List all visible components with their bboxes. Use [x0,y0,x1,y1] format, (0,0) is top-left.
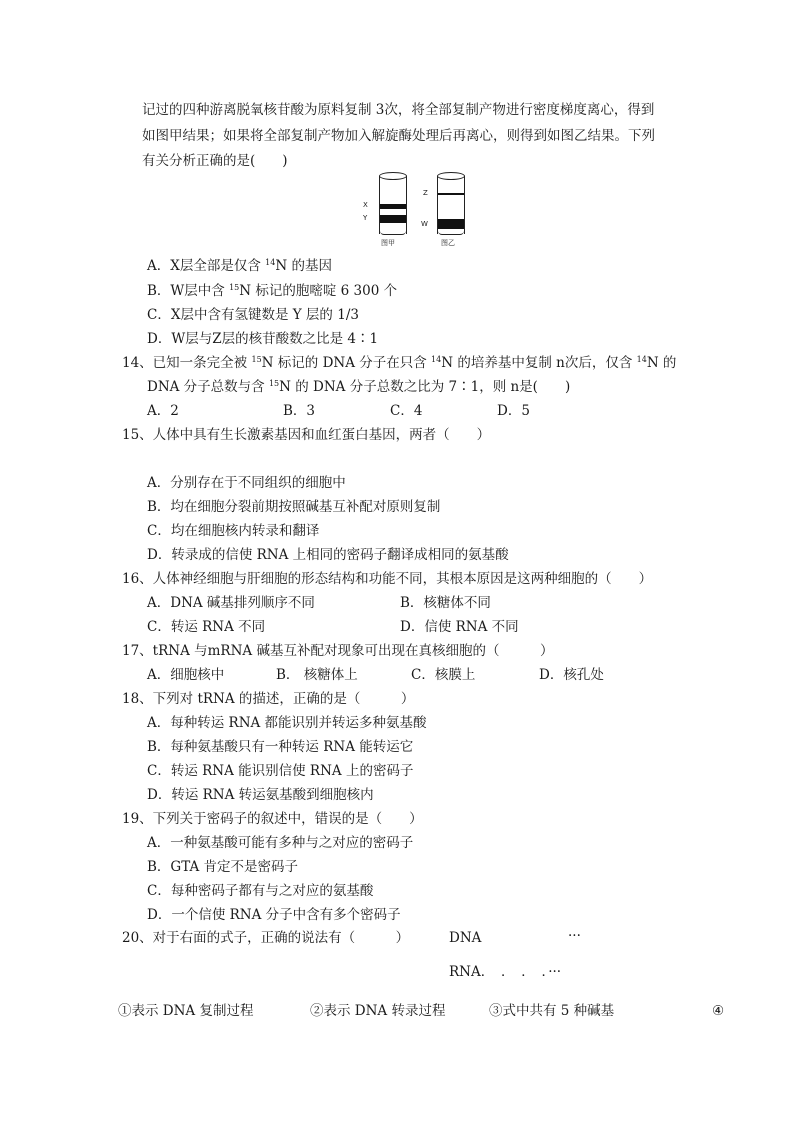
q15-option-a: A．分别存在于不同组织的细胞中 [147,475,346,491]
q13-option-b: B．W层中含 $^{15}$N 标记的胞嘧啶 6 300 个 [147,283,398,299]
q18-option-b: B．每种氨基酸只有一种转运 RNA 能转运它 [147,739,414,755]
q14-option-d: D．5 [497,403,530,419]
q18-option-a: A．每种转运 RNA 都能识别并转运多种氨基酸 [147,715,427,731]
q13-option-a: A．X层全部是仅含 $^{14}$N 的基因 [147,258,332,274]
q20-rna-label: RNA． ． ． ．··· [449,964,562,980]
q13-option-d: D．W层与Z层的核苷酸数之比是 4∶1 [147,331,379,347]
q16-stem: 16、人体神经细胞与肝细胞的形态结构和功能不同，其根本原因是这两种细胞的（ ） [122,571,653,587]
label-y: Y [363,214,368,222]
label-z: Z [423,189,428,197]
caption-jia: 图甲 [381,239,395,247]
q13-stem-line-2: 如图甲结果；如果将全部复制产物加入解旋酶处理后再离心，则得到如图乙结果。下列 [142,128,655,144]
q13-option-c: C．X层中含有氢键数是 Y 层的 1/3 [147,307,359,323]
q16-option-b: B．核糖体不同 [400,595,491,611]
tube-yi-body [437,176,465,234]
q20-stem: 20、对于右面的式子，正确的说法有（ ） [122,930,410,946]
q16-option-d: D．信使 RNA 不同 [400,619,519,635]
q18-option-d: D．转运 RNA 转运氨基酸到细胞核内 [147,787,374,803]
q18-option-c: C．转运 RNA 能识别信使 RNA 上的密码子 [147,763,414,779]
q14-option-c: C．4 [390,403,423,419]
q20-statement-1: ①表示 DNA 复制过程 [118,1003,254,1019]
band-z [438,193,464,195]
q17-option-a: A．细胞核中 [147,667,225,683]
q19-option-c: C．每种密码子都有与之对应的氨基酸 [147,883,374,899]
band-y [380,215,406,223]
tube-yi [437,170,465,240]
q19-option-a: A．一种氨基酸可能有多种与之对应的密码子 [147,835,414,851]
q20-statement-4: ④ [712,1003,725,1019]
q13-stem-line-1: 记过的四种游离脱氧核苷酸为原料复制 3次，将全部复制产物进行密度梯度离心，得到 [142,102,655,118]
q15-option-d: D．转录成的信使 RNA 上相同的密码子翻译成相同的氨基酸 [147,547,509,563]
band-x [380,204,406,209]
q15-option-c: C．均在细胞核内转录和翻译 [147,523,320,539]
q15-option-b: B．均在细胞分裂前期按照碱基互补配对原则复制 [147,499,441,515]
q20-statement-2: ②表示 DNA 转录过程 [310,1003,446,1019]
q20-statement-3: ③式中共有 5 种碱基 [489,1003,615,1019]
q13-stem-line-3: 有关分析正确的是( ) [142,153,288,169]
centrifuge-figure [355,170,465,252]
q14-option-a: A．2 [147,403,179,419]
q14-stem-line-2: DNA 分子总数与含 $^{15}$N 的 DNA 分子总数之比为 7∶1，则 n是( ) [147,379,571,395]
q19-option-d: D．一个信使 RNA 分子中含有多个密码子 [147,907,401,923]
tube-jia [379,170,407,240]
q17-option-d: D．核孔处 [539,667,604,683]
q17-option-b: B． 核糖体上 [276,667,358,683]
q16-option-c: C．转运 RNA 不同 [147,619,266,635]
label-w: W [421,220,428,228]
q19-stem: 19、下列关于密码子的叙述中，错误的是（ ） [122,811,423,827]
tube-jia-body [379,176,407,234]
q16-option-a: A．DNA 碱基排列顺序不同 [147,595,315,611]
q17-option-c: C．核膜上 [411,667,476,683]
q20-dna-dots: ··· [568,928,581,944]
q20-dna-label: DNA [449,930,482,946]
q14-stem-line-1: 14、已知一条完全被 $^{15}$N 标记的 DNA 分子在只含 $^{14}$N 的培养基中复制 n次后，仅含 $^{14}$N 的 [122,355,677,371]
q14-option-b: B．3 [283,403,316,419]
q18-stem: 18、下列对 tRNA 的描述，正确的是（ ） [122,691,415,707]
q15-stem: 15、人体中具有生长激素基因和血红蛋白基因，两者（ ） [122,427,491,443]
label-x: X [363,201,368,209]
q19-option-b: B．GTA 肯定不是密码子 [147,859,299,875]
q17-stem: 17、tRNA 与mRNA 碱基互补配对现象可出现在真核细胞的（ ） [122,643,554,659]
caption-yi: 图乙 [441,239,455,247]
